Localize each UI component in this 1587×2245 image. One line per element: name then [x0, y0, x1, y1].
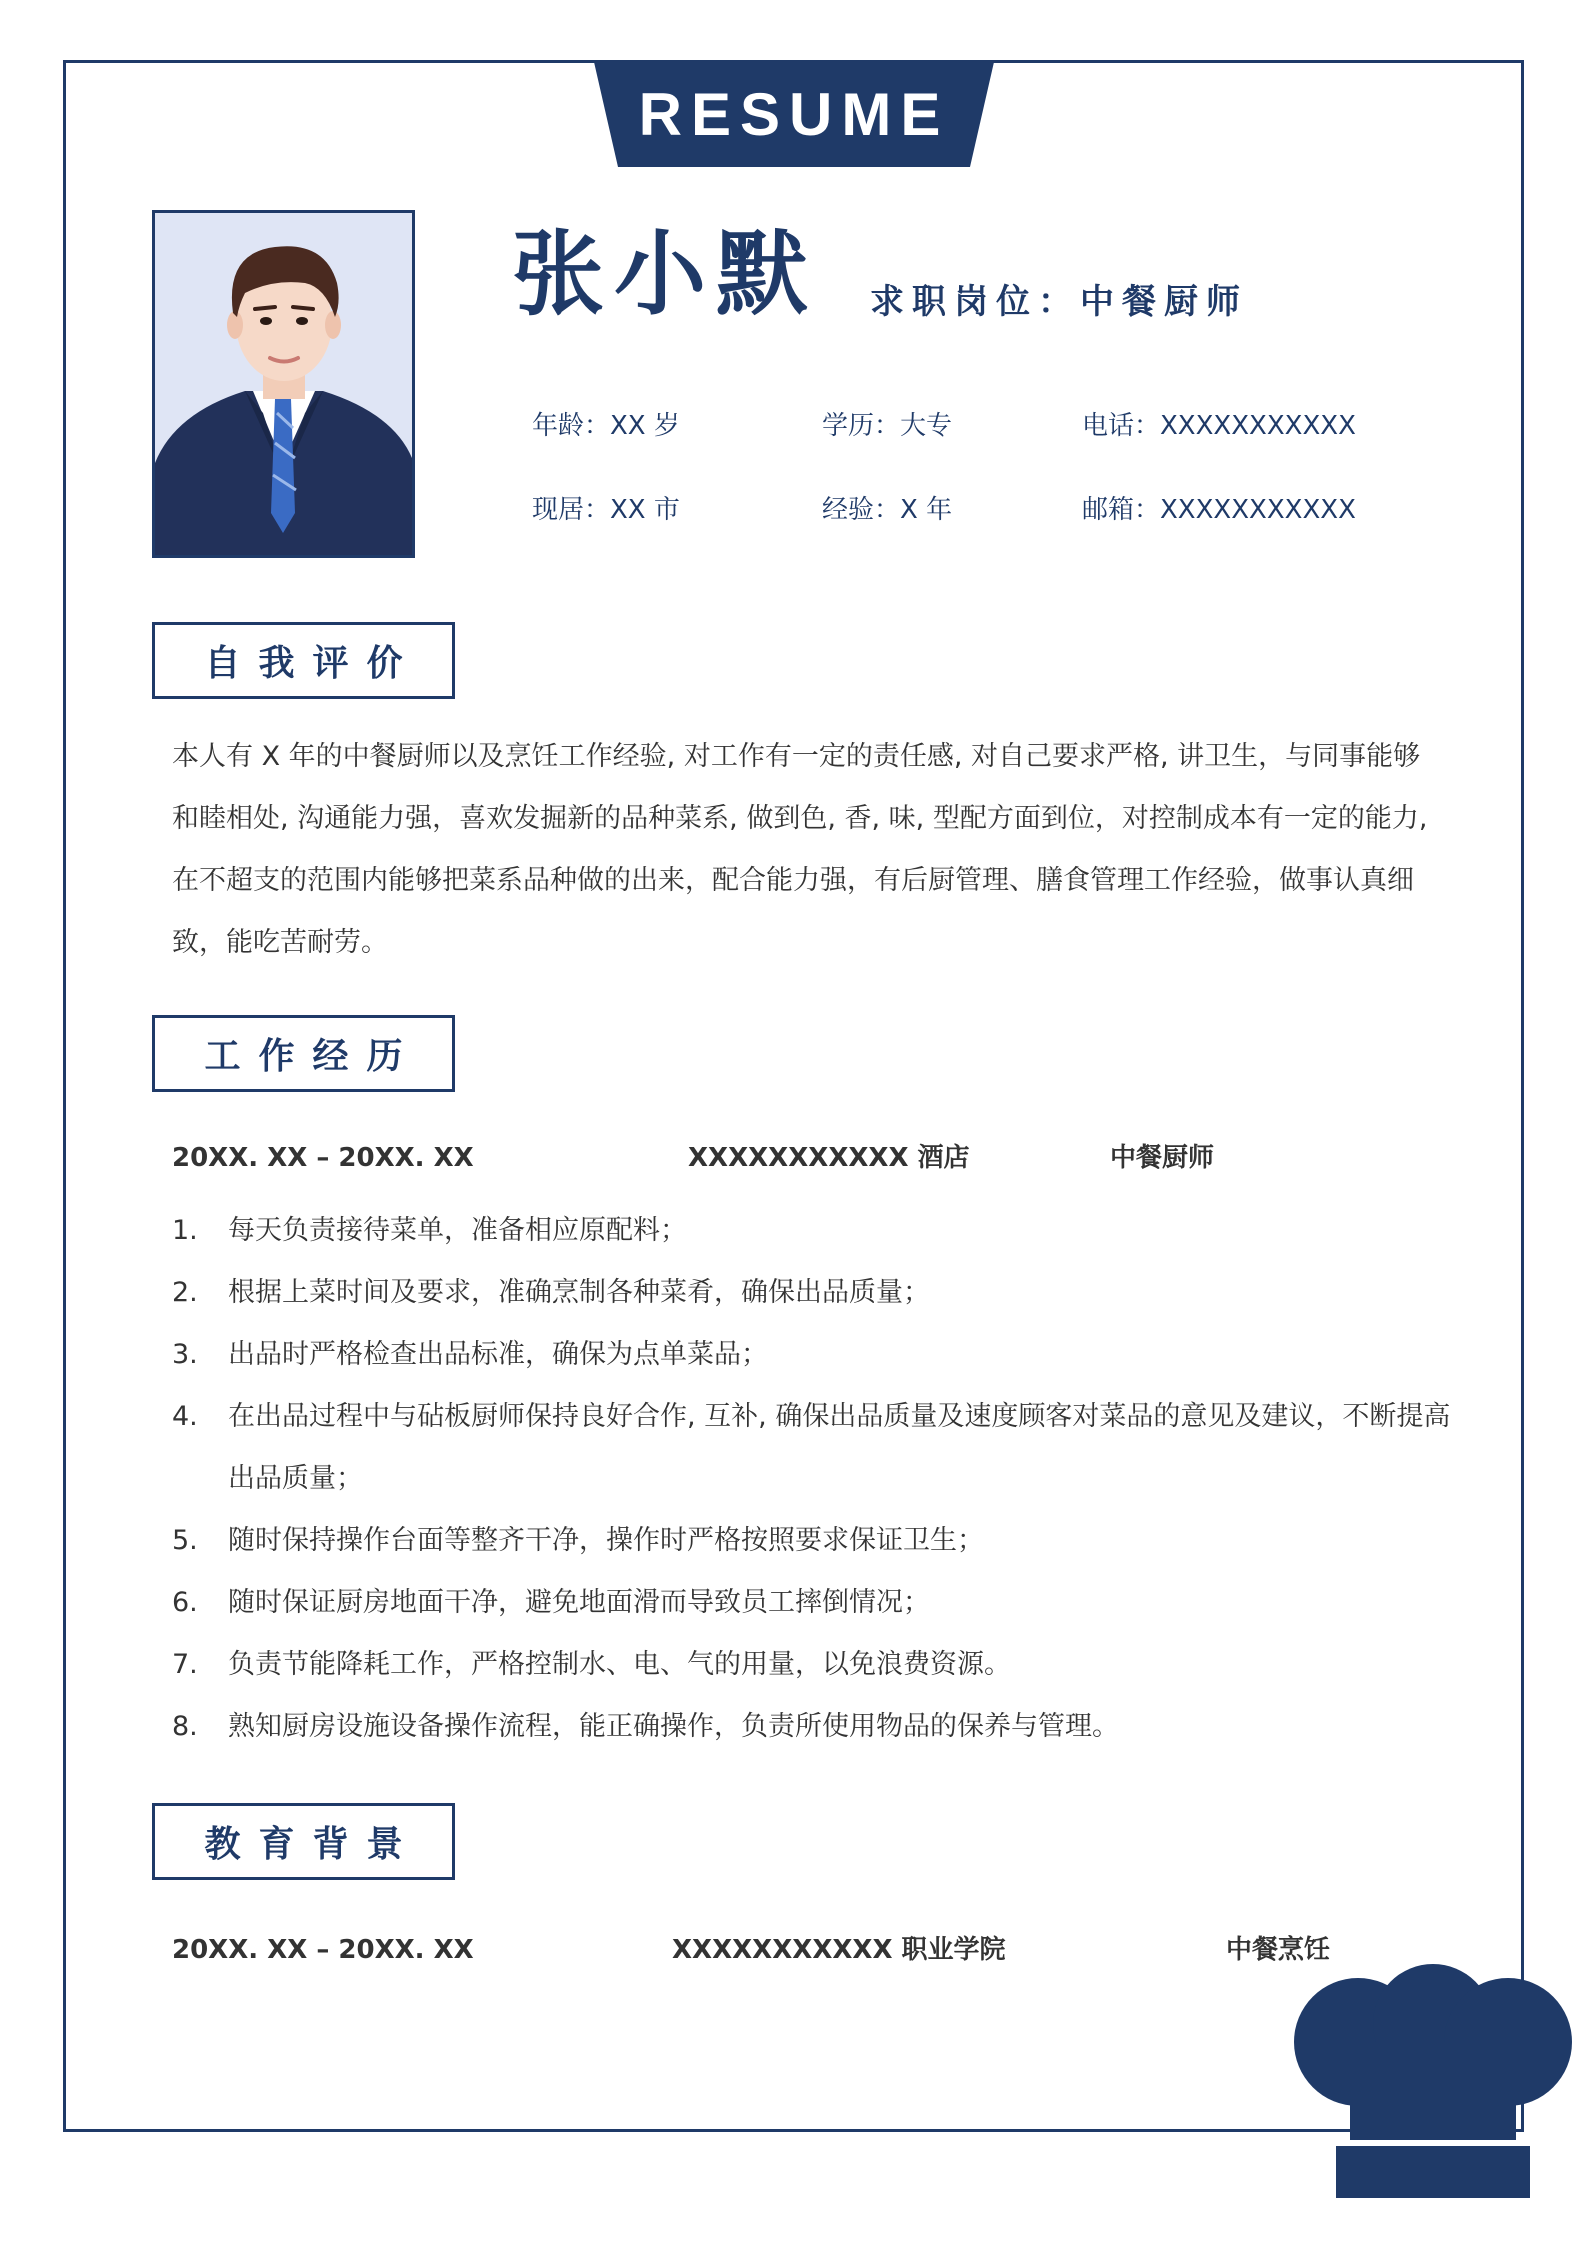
- list-item-text: 随时保持操作台面等整齐干净，操作时严格按照要求保证卫生；: [228, 1525, 984, 1556]
- list-item-text: 根据上菜时间及要求，准确烹制各种菜肴，确保出品质量；: [228, 1277, 930, 1308]
- info-education: 学历：大专: [822, 411, 953, 441]
- list-item: [172, 1262, 1462, 1324]
- list-item: [172, 1696, 1462, 1758]
- list-item: [172, 1324, 1462, 1386]
- list-item-number: 1.: [172, 1215, 198, 1246]
- section-title-work: 工作经历: [152, 1015, 455, 1092]
- list-item: [172, 1510, 1462, 1572]
- section-title-education: 教育背景: [152, 1803, 455, 1880]
- info-age: 年龄：XX 岁: [532, 411, 680, 441]
- list-item-text: 熟知厨房设施设备操作流程，能正确操作，负责所使用物品的保养与管理。: [228, 1711, 1119, 1742]
- info-email: 邮箱：XXXXXXXXXXX: [1082, 495, 1356, 525]
- list-item-number: 6.: [172, 1587, 198, 1618]
- edu-major: 中餐烹饪: [1226, 1935, 1331, 1965]
- edu-school: XXXXXXXXXXX 职业学院: [672, 1935, 1006, 1965]
- resume-ribbon: [594, 62, 994, 167]
- edu-period: 20XX. XX – 20XX. XX: [172, 1935, 474, 1965]
- list-item-number: 3.: [172, 1339, 198, 1370]
- info-experience: 经验：X 年: [822, 495, 953, 525]
- section-title-self-eval: 自我评价: [152, 622, 455, 699]
- job-objective: 求职岗位：中餐厨师: [870, 282, 1248, 322]
- candidate-name: 张小默: [512, 221, 819, 328]
- list-item-text: 在出品过程中与砧板厨师保持良好合作, 互补, 确保出品质量及速度顾客对菜品的意见及建议，不断提高出品质量；: [228, 1401, 1451, 1494]
- list-item: [172, 1200, 1462, 1262]
- list-item-text: 每天负责接待菜单，准备相应原配料；: [228, 1215, 687, 1246]
- work-company: XXXXXXXXXXX 酒店: [688, 1143, 970, 1173]
- portrait-photo: [152, 210, 415, 558]
- list-item-text: 负责节能降耗工作，严格控制水、电、气的用量，以免浪费资源。: [228, 1649, 1011, 1680]
- list-item: [172, 1634, 1462, 1696]
- ribbon-label: RESUME: [638, 81, 950, 148]
- info-phone: 电话：XXXXXXXXXXX: [1082, 411, 1356, 441]
- list-item-number: 4.: [172, 1401, 198, 1432]
- list-item-text: 随时保证厨房地面干净，避免地面滑而导致员工摔倒情况；: [228, 1587, 930, 1618]
- list-item: [172, 1572, 1462, 1634]
- chef-hat-icon: [1288, 1962, 1578, 2202]
- work-period: 20XX. XX – 20XX. XX: [172, 1143, 474, 1173]
- list-item-number: 8.: [172, 1711, 198, 1742]
- list-item-number: 2.: [172, 1277, 198, 1308]
- work-position: 中餐厨师: [1110, 1143, 1215, 1173]
- self-eval-text: 本人有 X 年的中餐厨师以及烹饪工作经验, 对工作有一定的责任感, 对自己要求严格, 讲卫生，与同事能够和睦相处, 沟通能力强，喜欢发掘新的品种菜系, 做到色, 香, 味, 型配方面到位，对控制成本有一定的能力, 在不超支的范围内能够把菜系品种做的出来，配合能力强，有后厨管理、膳食管理工作经验，做事认真细致，能吃苦耐劳。: [172, 741, 1428, 958]
- info-residence: 现居：XX 市: [532, 495, 680, 525]
- duty-list: [172, 1200, 1462, 1758]
- list-item: [172, 1386, 1462, 1510]
- list-item-text: 出品时严格检查出品标准，确保为点单菜品；: [228, 1339, 768, 1370]
- list-item-number: 7.: [172, 1649, 198, 1680]
- list-item-number: 5.: [172, 1525, 198, 1556]
